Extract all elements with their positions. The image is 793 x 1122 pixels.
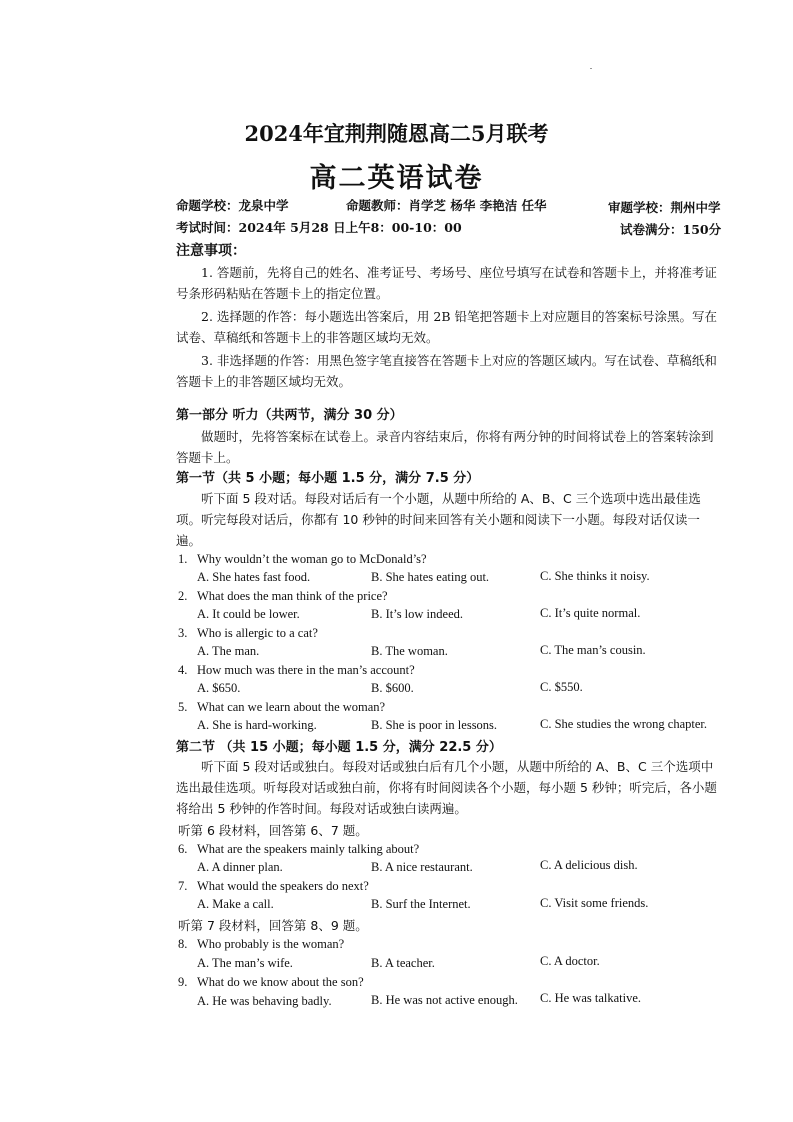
option-a: A. $650. — [197, 681, 241, 695]
question-number: 5. — [178, 700, 188, 714]
option-c: C. It’s quite normal. — [540, 606, 641, 620]
full-score-label: 试卷满分：150分 — [620, 222, 722, 237]
option-a: A. She is hard-working. — [197, 718, 317, 732]
question-text: What does the man think of the price? — [197, 589, 388, 603]
option-c: C. The man’s cousin. — [540, 643, 646, 657]
exam-time-label: 考试时间：2024年 5月28 日上午8：00-10：00 — [176, 220, 462, 235]
school-label: 命题学校：龙泉中学 — [176, 198, 289, 213]
option-b: B. $600. — [371, 681, 414, 695]
option-a: A. A dinner plan. — [197, 860, 283, 874]
section2-instruction: 听下面 5 段对话或独白。每段对话或独白后有几个小题，从题中所给的 A、B、C 三个选项中选出最佳选项。听每段对话或独白前，你将有时间阅读各个小题，每小题 5 秒钟；听完后，各小题将给出 5 秒钟的作答时间。每段对话或独白读两遍。 — [176, 759, 717, 816]
note-item-2: 2. 选择题的作答：每小题选出答案后，用 2B 铅笔把答题卡上对应题目的答案标号涂黑。写在试卷、草稿纸和答题卡上的非答题区域均无效。 — [176, 309, 717, 345]
option-c: C. A delicious dish. — [540, 858, 638, 872]
material-6-label: 听第 6 段材料，回答第 6、7 题。 — [178, 823, 368, 838]
option-a: A. He was behaving badly. — [197, 994, 332, 1008]
option-b: B. A nice restaurant. — [371, 860, 473, 874]
option-a: A. The man. — [197, 644, 260, 658]
question-number: 9. — [178, 975, 188, 989]
option-b: B. It’s low indeed. — [371, 607, 464, 621]
part1-intro: 做题时，先将答案标在试卷上。录音内容结束后，你将有两分钟的时间将试卷上的答案转涂到答题卡上。 — [176, 429, 714, 465]
question-text: What would the speakers do next? — [197, 879, 369, 893]
question-text: Who probably is the woman? — [197, 937, 345, 951]
note-item-3: 3. 非选择题的作答：用黑色签字笔直接答在答题卡上对应的答题区域内。写在试卷、草稿纸和答题卡上的非答题区域均无效。 — [176, 353, 717, 389]
question-text: What can we learn about the woman? — [197, 700, 386, 714]
option-a: A. Make a call. — [197, 897, 274, 911]
review-school-label: 审题学校：荆州中学 — [608, 200, 721, 215]
paper-title: 高二英语试卷 — [309, 163, 484, 194]
option-b: B. Surf the Internet. — [371, 897, 471, 911]
teachers-label: 命题教师：肖学芝 杨华 李艳洁 任华 — [346, 198, 547, 213]
option-c: C. Visit some friends. — [540, 896, 649, 910]
option-c: C. She thinks it noisy. — [540, 569, 650, 583]
option-c: C. $550. — [540, 680, 583, 694]
option-b: B. She is poor in lessons. — [371, 718, 498, 732]
question-number: 8. — [178, 937, 188, 951]
part1-heading: 第一部分 听力（共两节，满分 30 分） — [176, 408, 403, 423]
option-c: C. A doctor. — [540, 954, 600, 968]
section2-heading: 第二节 （共 15 小题；每小题 1.5 分，满分 22.5 分） — [176, 740, 502, 755]
question-number: 2. — [178, 589, 188, 603]
section1-heading: 第一节（共 5 小题；每小题 1.5 分，满分 7.5 分） — [176, 471, 480, 486]
question-number: 3. — [178, 626, 188, 640]
question-text: What are the speakers mainly talking about? — [197, 842, 420, 856]
question-text: What do we know about the son? — [197, 975, 364, 989]
question-text: How much was there in the man’s account? — [197, 663, 415, 677]
question-text: Who is allergic to a cat? — [197, 626, 318, 640]
notes-heading: 注意事项： — [176, 243, 246, 259]
option-b: B. The woman. — [371, 644, 448, 658]
scan-speck — [590, 68, 592, 69]
material-7-label: 听第 7 段材料，回答第 8、9 题。 — [178, 918, 368, 933]
option-a: A. It could be lower. — [197, 607, 300, 621]
question-number: 6. — [178, 842, 188, 856]
option-b: B. She hates eating out. — [371, 570, 490, 584]
question-number: 4. — [178, 663, 188, 677]
option-c: C. He was talkative. — [540, 991, 642, 1005]
option-a: A. She hates fast food. — [197, 570, 311, 584]
option-b: B. He was not active enough. — [371, 993, 518, 1007]
option-b: B. A teacher. — [371, 956, 435, 970]
note-item-1: 1. 答题前，先将自己的姓名、准考证号、考场号、座位号填写在试卷和答题卡上，并将准考证号条形码粘贴在答题卡上的指定位置。 — [176, 265, 717, 301]
option-a: A. The man’s wife. — [197, 956, 293, 970]
question-text: Why wouldn’t the woman go to McDonald’s? — [197, 552, 427, 566]
exam-title: 2024年宜荆荆随恩高二5月联考 — [244, 121, 549, 146]
section1-instruction: 听下面 5 段对话。每段对话后有一个小题，从题中所给的 A、B、C 三个选项中选出最佳选项。听完每段对话后，你都有 10 秒钟的时间来回答有关小题和阅读下一小题。每段对话仅读一遍。 — [176, 491, 701, 548]
option-c: C. She studies the wrong chapter. — [540, 717, 707, 731]
question-number: 1. — [178, 552, 188, 566]
question-number: 7. — [178, 879, 188, 893]
